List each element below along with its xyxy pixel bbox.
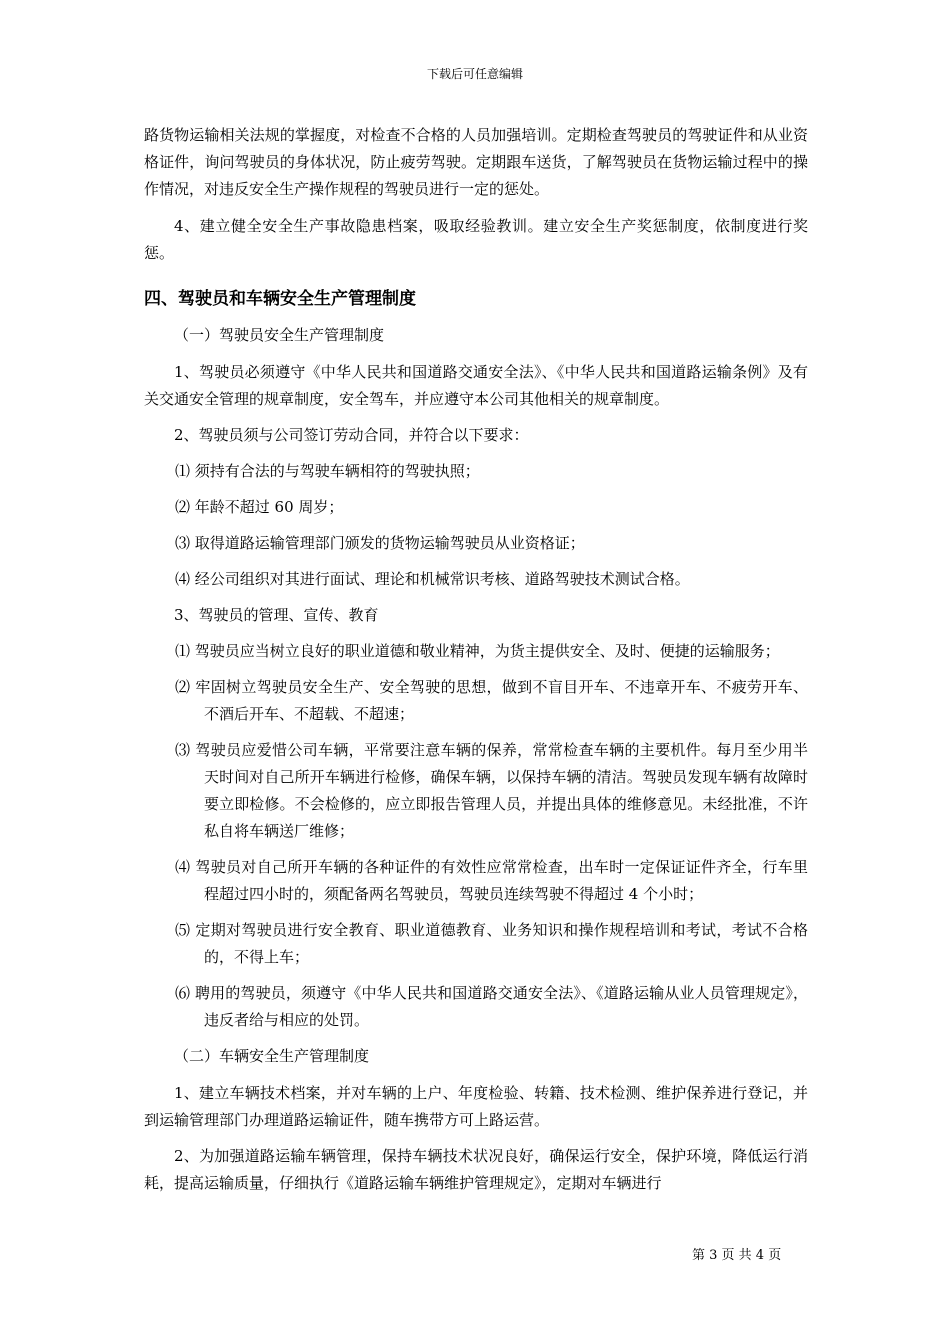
driver-requirement-4: ⑷ 经公司组织对其进行面试、理论和机械常识考核、道路驾驶技术测试合格。 [175,570,690,588]
driver-management-1: ⑴ 驾驶员应当树立良好的职业道德和敬业精神，为货主提供安全、及时、便捷的运输服务； [175,642,780,660]
driver-management-4: ⑷ 驾驶员对自己所开车辆的各种证件的有效性应常常检查，出车时一定保证证件齐全，行车里程超过四小时的，须配备两名驾驶员，驾驶员连续驾驶不得超过 4 个小时； [175,858,808,903]
driver-requirement-2: ⑵ 年龄不超过 60 周岁； [175,498,344,516]
driver-management-3: ⑶ 驾驶员应爱惜公司车辆，平常要注意车辆的保养，常常检查车辆的主要机件。每月至少用半天时间对自己所开车辆进行检修，确保车辆，以保持车辆的清洁。驾驶员发现车辆有故障时要立即检修。不会检修的，应立即报告管理人员，并提出具体的维修意见。未经批准，不许私自将车辆送厂维修； [175,741,808,840]
document-body [144,122,808,1206]
subsection-heading-2: （二）车辆安全生产管理制度 [174,1047,370,1065]
paragraph-continued: 路货物运输相关法规的掌握度，对检查不合格的人员加强培训。定期检查驾驶员的驾驶证件和从业资格证件，询问驾驶员的身体状况，防止疲劳驾驶。定期跟车送货，了解驾驶员在货物运输过程中的操作情况，对违反安全生产操作规程的驾驶员进行一定的惩处。 [144,126,808,198]
page-footer: 第 3 页 共 4 页 [692,1248,782,1263]
driver-rule-1: 1、驾驶员必须遵守《中华人民共和国道路交通安全法》、《中华人民共和国道路运输条例》及有关交通安全管理的规章制度，安全驾车，并应遵守本公司其他相关的规章制度。 [144,363,808,408]
vehicle-rule-2: 2、为加强道路运输车辆管理，保持车辆技术状况良好，确保运行安全，保护环境，降低运行消耗，提高运输质量，仔细执行《道路运输车辆维护管理规定》，定期对车辆进行 [144,1147,808,1192]
paragraph-item-4: 4、建立健全安全生产事故隐患档案，吸取经验教训。建立安全生产奖惩制度，依制度进行奖惩。 [144,217,808,262]
driver-management-5: ⑸ 定期对驾驶员进行安全教育、职业道德教育、业务知识和操作规程培训和考试，考试不合格的，不得上车； [175,921,808,966]
driver-rule-2: 2、驾驶员须与公司签订劳动合同，并符合以下要求： [174,426,529,444]
driver-management-2: ⑵ 牢固树立驾驶员安全生产、安全驾驶的思想，做到不盲目开车、不违章开车、不疲劳开车、不酒后开车、不超载、不超速； [175,678,808,723]
driver-management-6: ⑹ 聘用的驾驶员，须遵守《中华人民共和国道路交通安全法》、《道路运输从业人员管理规定》，违反者给与相应的处罚。 [175,984,808,1029]
driver-rule-3: 3、驾驶员的管理、宣传、教育 [174,606,379,624]
subsection-heading-1: （一）驾驶员安全生产管理制度 [174,326,385,344]
driver-requirement-1: ⑴ 须持有合法的与驾驶车辆相符的驾驶执照； [175,462,480,480]
page-header: 下载后可任意编辑 [426,67,523,81]
section-heading-4: 四、驾驶员和车辆安全生产管理制度 [144,289,416,309]
vehicle-rule-1: 1、建立车辆技术档案，并对车辆的上户、年度检验、转籍、技术检测、维护保养进行登记，并到运输管理部门办理道路运输证件，随车携带方可上路运营。 [144,1084,808,1129]
driver-requirement-3: ⑶ 取得道路运输管理部门颁发的货物运输驾驶员从业资格证； [175,534,585,552]
